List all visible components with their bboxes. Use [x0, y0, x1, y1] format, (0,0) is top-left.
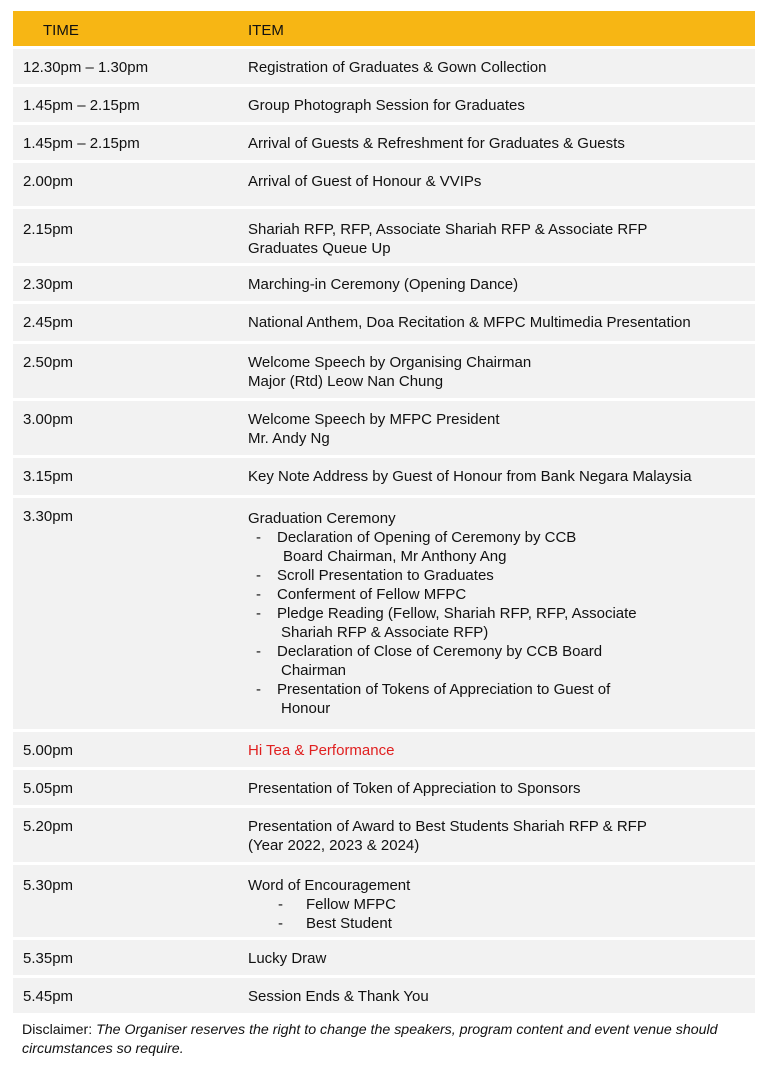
item-cell — [238, 125, 755, 160]
item-cell — [238, 401, 755, 455]
item-cell — [238, 865, 755, 937]
table-row — [13, 770, 755, 805]
time-cell: 5.45pm — [23, 988, 74, 1005]
item-cell — [238, 304, 755, 341]
item-cell — [238, 978, 755, 1013]
time-cell: 3.30pm — [23, 508, 74, 525]
item-cell — [238, 87, 755, 122]
disclaimer — [22, 1021, 752, 1059]
table-row — [13, 865, 755, 937]
header-time: TIME — [43, 22, 79, 39]
time-cell: 3.00pm — [23, 411, 74, 428]
table-row — [13, 87, 755, 122]
item-cell — [238, 344, 755, 398]
item-cell — [238, 732, 755, 767]
item-text: Registration of Graduates & Gown Collection — [248, 59, 547, 76]
table-row — [13, 304, 755, 341]
disclaimer-label: Disclaimer: — [22, 1022, 97, 1038]
item-cell — [238, 940, 755, 975]
time-cell: 5.00pm — [23, 742, 74, 759]
table-row — [13, 401, 755, 455]
time-cell: 2.30pm — [23, 276, 74, 293]
list-item: - Pledge Reading (Fellow, Shariah RFP, RFP, Associate — [256, 605, 637, 622]
time-cell: 2.50pm — [23, 354, 74, 371]
time-cell: 1.45pm – 2.15pm — [23, 97, 140, 114]
item-cell — [238, 163, 755, 206]
table-row — [13, 732, 755, 767]
item-text: Welcome Speech by Organising Chairman — [248, 354, 532, 371]
time-cell: 1.45pm – 2.15pm — [23, 135, 140, 152]
header-item: ITEM — [248, 22, 284, 39]
item-text: Key Note Address by Guest of Honour from Bank Negara Malaysia — [248, 468, 692, 485]
item-text: Arrival of Guest of Honour & VVIPs — [248, 173, 482, 190]
time-cell: 5.30pm — [23, 877, 74, 894]
time-cell: 3.15pm — [23, 468, 74, 485]
time-cell: 5.35pm — [23, 950, 74, 967]
table-row — [13, 49, 755, 84]
list-item: - Declaration of Opening of Ceremony by CCB — [256, 529, 577, 546]
item-text: Presentation of Token of Appreciation to Sponsors — [248, 780, 581, 797]
item-text: Presentation of Award to Best Students Shariah RFP & RFP — [248, 818, 647, 835]
time-cell: 12.30pm – 1.30pm — [23, 59, 149, 76]
item-text: Group Photograph Session for Graduates — [248, 97, 525, 114]
list-item: - Declaration of Close of Ceremony by CCB Board — [256, 643, 603, 660]
disclaimer-text: The Organiser reserves the right to change the speakers, program content and event venue should circumstances so require. — [22, 1022, 718, 1057]
time-cell: 2.00pm — [23, 173, 74, 190]
list-item: - Conferment of Fellow MFPC — [256, 586, 467, 603]
item-text: Marching-in Ceremony (Opening Dance) — [248, 276, 519, 293]
item-text: Major (Rtd) Leow Nan Chung — [248, 373, 444, 390]
table-row — [13, 808, 755, 862]
item-text: Shariah RFP, RFP, Associate Shariah RFP & Associate RFP — [248, 221, 648, 238]
table-row — [13, 163, 755, 206]
time-cell: 2.15pm — [23, 221, 74, 238]
table-row — [13, 940, 755, 975]
table-row — [13, 458, 755, 495]
table-row — [13, 498, 755, 729]
table-row — [13, 209, 755, 263]
table-row — [13, 344, 755, 398]
item-text: Session Ends & Thank You — [248, 988, 429, 1005]
list-item: - Scroll Presentation to Graduates — [256, 567, 494, 584]
table-row — [13, 125, 755, 160]
item-text: National Anthem, Doa Recitation & MFPC Multimedia Presentation — [248, 314, 691, 331]
item-text: Lucky Draw — [248, 950, 327, 967]
time-cell: 2.45pm — [23, 314, 74, 331]
item-title: Word of Encouragement — [248, 877, 411, 894]
item-cell — [238, 49, 755, 84]
item-title: Graduation Ceremony — [248, 510, 396, 527]
time-cell: 5.05pm — [23, 780, 74, 797]
item-text: (Year 2022, 2023 & 2024) — [248, 837, 420, 854]
item-text: Mr. Andy Ng — [248, 430, 330, 447]
table-header — [13, 11, 755, 46]
table-row — [13, 266, 755, 301]
item-cell — [238, 209, 755, 263]
item-text: Graduates Queue Up — [248, 240, 391, 257]
table-row — [13, 978, 755, 1013]
item-cell — [238, 808, 755, 862]
item-cell — [238, 458, 755, 495]
list-item: - Fellow MFPC — [278, 896, 397, 913]
item-text-highlight: Hi Tea & Performance — [248, 742, 395, 759]
item-cell — [238, 770, 755, 805]
time-cell: 5.20pm — [23, 818, 74, 835]
item-cell: Graduation Ceremony - Declaration of Opening of Ceremony by CCB Board Chairman, Mr Anthony Ang - Scroll Presentation to Graduates - Conferment of Fellow MFPC - Pledge Reading (Fellow, Shariah RFP, RFP, Associate Shariah RFP & Associate RFP) - Declaration of Close of Ceremony by CCB Board Chairman - Presentation of Tokens of Appreciation to Guest of Honour — [238, 498, 755, 729]
item-cell — [238, 266, 755, 301]
list-item: - Best Student — [278, 915, 392, 932]
item-text: Arrival of Guests & Refreshment for Graduates & Guests — [248, 135, 625, 152]
list-item: - Presentation of Tokens of Appreciation to Guest of — [256, 681, 611, 698]
item-text: Welcome Speech by MFPC President — [248, 411, 500, 428]
agenda-table — [13, 11, 755, 1016]
